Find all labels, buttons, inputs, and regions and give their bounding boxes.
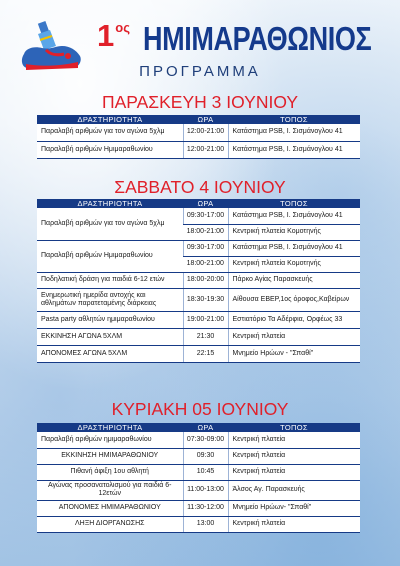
program-subtitle: ΠΡΟΓΡΑΜΜΑ bbox=[139, 63, 261, 80]
time-cell: 09:30-17:00 bbox=[183, 208, 228, 224]
schedule-table-friday bbox=[37, 115, 360, 159]
place-cell: Κατάστημα PSB, Ι. Σισμάνογλου 41 bbox=[228, 141, 360, 158]
place-cell: Πάρκο Αγίας Παρασκευής bbox=[228, 272, 360, 288]
activity-cell: ΛΗΞΗ ΔΙΟΡΓΑΝΩΣΗΣ bbox=[37, 516, 183, 532]
table-row bbox=[37, 448, 360, 464]
activity-cell: Παραλαβή αριθμών ημιμαραθωνίου bbox=[37, 432, 183, 448]
time-cell: 07:30-09:00 bbox=[183, 432, 228, 448]
place-cell: Κεντρική πλατεία Κομοτηνής bbox=[228, 256, 360, 272]
time-cell: 11:30-12:00 bbox=[183, 500, 228, 516]
activity-cell: Πιθανή άφιξη 1ου αθλητή bbox=[37, 464, 183, 480]
time-cell: 12:00-21:00 bbox=[183, 124, 228, 141]
activity-cell: ΑΠΟΝΟΜΕΣ ΗΜΙΜΑΡΑΘΩΝΙΟΥ bbox=[37, 500, 183, 516]
place-cell: Κεντρική πλατεία bbox=[228, 516, 360, 532]
place-cell: Κεντρική πλατεία bbox=[228, 432, 360, 448]
activity-cell: Παραλαβή αριθμών για τον αγώνα 5χλμ bbox=[37, 124, 183, 141]
table-row bbox=[37, 240, 360, 256]
column-header-time: ΩΡΑ bbox=[183, 423, 228, 432]
table-row bbox=[37, 500, 360, 516]
table-row bbox=[37, 272, 360, 288]
time-cell: 21:30 bbox=[183, 328, 228, 345]
table-row bbox=[37, 432, 360, 448]
table-row bbox=[37, 516, 360, 532]
table-header-row bbox=[37, 115, 360, 124]
day-heading-saturday: ΣΑΒΒΑΤΟ 4 ΙΟΥΝΙΟΥ bbox=[114, 177, 286, 197]
activity-cell: ΕΚΚΙΝΗΣΗ ΑΓΩΝΑ 5ΧΛΜ bbox=[37, 328, 183, 345]
edition-number: $1^{o\varsigma}$ bbox=[97, 18, 130, 53]
day-heading-sunday: ΚΥΡΙΑΚΗ 05 ΙΟΥΝΙΟΥ bbox=[111, 399, 289, 419]
column-header-place: ΤΟΠΟΣ bbox=[228, 199, 360, 208]
activity-cell: Παραλαβή αριθμών Ημιμαραθωνίου bbox=[37, 141, 183, 158]
place-cell: Αίθουσα ΕΒΕΡ,1ος όροφος,Καβείρων bbox=[228, 288, 360, 311]
table-header-row bbox=[37, 423, 360, 432]
column-header-time: ΩΡΑ bbox=[183, 199, 228, 208]
column-header-activity: ΔΡΑΣΤΗΡΙΟΤΗΤΑ bbox=[37, 423, 183, 432]
place-cell: Κεντρική πλατεία bbox=[228, 328, 360, 345]
column-header-place: ΤΟΠΟΣ bbox=[228, 115, 360, 124]
table-row bbox=[37, 328, 360, 345]
table-row bbox=[37, 311, 360, 328]
place-cell: Μνημείο Ηρώων - "Σπαθί" bbox=[228, 345, 360, 362]
activity-cell: ΕΚΚΙΝΗΣΗ ΗΜΙΜΑΡΑΘΩΝΙΟΥ bbox=[37, 448, 183, 464]
time-cell: 12:00-21:00 bbox=[183, 141, 228, 158]
schedule-table-sunday bbox=[37, 423, 360, 533]
time-cell: 19:00-21:00 bbox=[183, 311, 228, 328]
place-cell: Κεντρική πλατεία bbox=[228, 464, 360, 480]
time-cell: 18:00-20:00 bbox=[183, 272, 228, 288]
day-heading-friday: ΠΑΡΑΣΚΕΥΗ 3 ΙΟΥΝΙΟΥ bbox=[101, 92, 299, 112]
place-cell: Εστιατόριο Τα Αδέρφια, Ορφέως 33 bbox=[228, 311, 360, 328]
activity-cell: Αγώνας προσανατολισμού για παιδιά 6-12ετών bbox=[37, 480, 183, 500]
activity-cell: Παραλαβή αριθμών για τον αγώνα 5χλμ bbox=[37, 208, 183, 240]
time-cell: 22:15 bbox=[183, 345, 228, 362]
time-cell: 13:00 bbox=[183, 516, 228, 532]
activity-cell: ΑΠΟΝΟΜΕΣ ΑΓΩΝΑ 5ΧΛΜ bbox=[37, 345, 183, 362]
place-cell: Κεντρική πλατεία Κομοτηνής bbox=[228, 224, 360, 240]
header bbox=[0, 0, 400, 90]
place-cell: Κατάστημα PSB, Ι. Σισμάνογλου 41 bbox=[228, 208, 360, 224]
column-header-activity: ΔΡΑΣΤΗΡΙΟΤΗΤΑ bbox=[37, 115, 183, 124]
activity-cell: Pasta party αθλητών ημιμαραθωνίου bbox=[37, 311, 183, 328]
event-title: ΗΜΙΜΑΡΑΘΩΝΙΟΣ bbox=[143, 20, 372, 57]
place-cell: Κεντρική πλατεία bbox=[228, 448, 360, 464]
column-header-time: ΩΡΑ bbox=[183, 115, 228, 124]
table-header-row bbox=[37, 199, 360, 208]
column-header-activity: ΔΡΑΣΤΗΡΙΟΤΗΤΑ bbox=[37, 199, 183, 208]
time-cell: 09:30 bbox=[183, 448, 228, 464]
place-cell: Άλσος Αγ. Παρασκευής bbox=[228, 480, 360, 500]
table-row bbox=[37, 288, 360, 311]
activity-cell: Ποδηλατική δράση για παιδιά 6-12 ετών bbox=[37, 272, 183, 288]
place-cell: Κατάστημα PSB, Ι. Σισμάνογλου 41 bbox=[228, 124, 360, 141]
table-row bbox=[37, 464, 360, 480]
time-cell: 09:30-17:00 bbox=[183, 240, 228, 256]
place-cell: Μνημείο Ηρώων- "Σπαθί" bbox=[228, 500, 360, 516]
place-cell: Κατάστημα PSB, Ι. Σισμάνογλου 41 bbox=[228, 240, 360, 256]
schedule-table-saturday bbox=[37, 199, 360, 363]
activity-cell: Παραλαβή αριθμών Ημιμαραθωνίου bbox=[37, 240, 183, 272]
time-cell: 18:30-19:30 bbox=[183, 288, 228, 311]
time-cell: 10:45 bbox=[183, 464, 228, 480]
table-row bbox=[37, 141, 360, 158]
time-cell: 18:00-21:00 bbox=[183, 256, 228, 272]
column-header-place: ΤΟΠΟΣ bbox=[228, 423, 360, 432]
table-row bbox=[37, 124, 360, 141]
table-row bbox=[37, 345, 360, 362]
table-row bbox=[37, 480, 360, 500]
table-row bbox=[37, 208, 360, 224]
time-cell: 11:00-13:00 bbox=[183, 480, 228, 500]
time-cell: 18:00-21:00 bbox=[183, 224, 228, 240]
activity-cell: Ενημερωτική ημερίδα αντοχής και αθλημάτων παρατεταμένης διάρκειας bbox=[37, 288, 183, 311]
